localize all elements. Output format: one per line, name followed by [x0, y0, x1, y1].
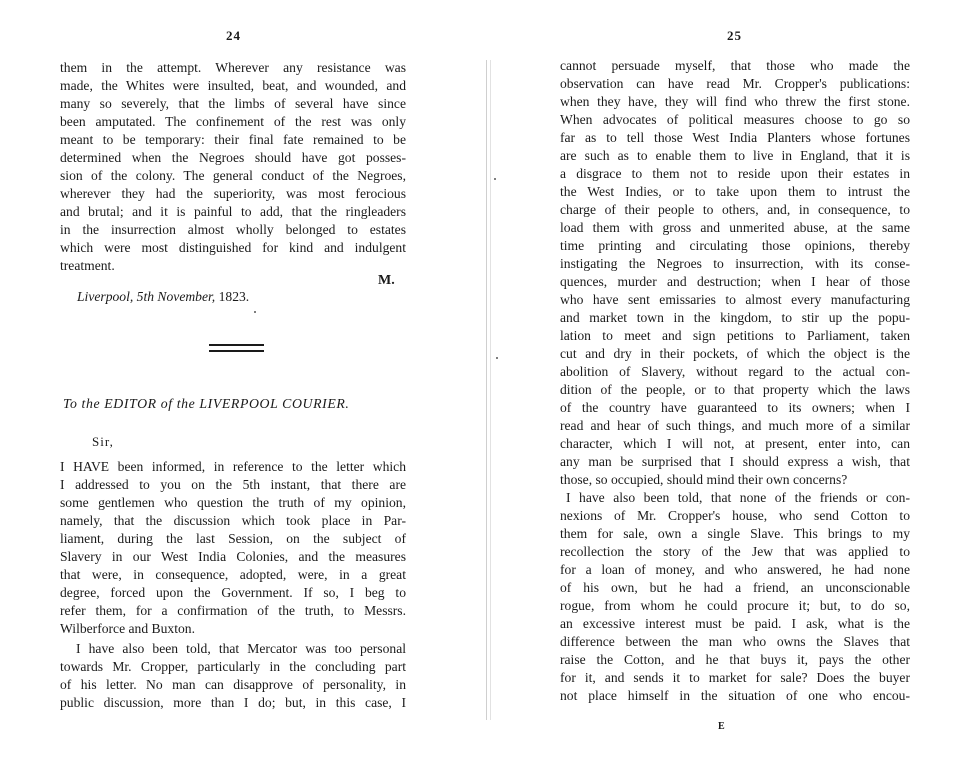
text-line: cannot persuade myself, that those who made the: [560, 58, 910, 73]
text-line: determined when the Negroes should have got posses-: [60, 150, 406, 165]
text-line: observation can have read Mr. Cropper's publications:: [560, 76, 910, 91]
print-speck: [494, 178, 496, 180]
text-line: for it, and sends it to market for sale? Does the buyer: [560, 670, 910, 685]
text-line: been amputated. The confinement of the rest was only: [60, 114, 406, 129]
section-divider: [209, 350, 264, 352]
text-line: public discussion, more than I do; but, in this case, I: [60, 695, 406, 710]
text-line: abolition of Slavery, without regard to the actual con-: [560, 364, 910, 379]
text-line: which were most distinguished for kind and indulgent: [60, 240, 406, 255]
letter-heading: To the EDITOR of the LIVERPOOL COURIER.: [63, 396, 350, 411]
text-line: of his own, but he had a friend, an unconscionable: [560, 580, 910, 595]
text-line: read and hear of such things, and much more of a similar: [560, 418, 910, 433]
text-line: not place himself in the situation of one who encou-: [560, 688, 910, 703]
text-line: time printing and circulating those opinions, thereby: [560, 238, 910, 253]
text-line: wherever they had the superiority, was most ferocious: [60, 186, 406, 201]
text-line: nexions of Mr. Cropper's house, who send Cotton to: [560, 508, 910, 523]
print-speck: [254, 311, 256, 313]
signature: M.: [378, 273, 395, 288]
text-line: for a loan of money, and who answered, he had none: [560, 562, 910, 577]
text-line: them for sale, own a single Slave. This brings to my: [560, 526, 910, 541]
text-line: charge of their people to others, and, in consequence, to: [560, 202, 910, 217]
text-line: degree, forced upon the Government. If so, I beg to: [60, 585, 406, 600]
text-line: I HAVE been informed, in reference to the letter which: [60, 459, 406, 474]
text-line: I addressed to you on the 5th instant, that there are: [60, 477, 406, 492]
text-line: Slavery in our West India Colonies, and the measures: [60, 549, 406, 564]
text-line: meant to be temporary: their final fate remained to be: [60, 132, 406, 147]
text-line: Wilberforce and Buxton.: [60, 621, 195, 636]
text-line: who have sent emissaries to almost every manufacturing: [560, 292, 910, 307]
text-line: that were, in consequence, adopted, were, in a great: [60, 567, 406, 582]
dateline: [77, 289, 249, 305]
text-line: of the country have guaranteed to its owners; when I: [560, 400, 910, 415]
print-speck: [496, 357, 498, 359]
text-line: I have also been told, that Mercator was too personal: [76, 641, 406, 656]
text-line: rogue, from whom he could procure it; but, to do so,: [560, 598, 910, 613]
text-line: quences, murder and destruction; when I hear of those: [560, 274, 910, 289]
text-line: difference between the man who owns the Slaves that: [560, 634, 910, 649]
page-number-left: 24: [226, 28, 241, 43]
text-line: character, which I will not, at present, enter into, can: [560, 436, 910, 451]
text-line: some gentlemen who question the truth of my opinion,: [60, 495, 406, 510]
text-line: sion of the colony. The general conduct of the Negroes,: [60, 168, 406, 183]
text-line: lation to meet and sign petitions to Parliament, taken: [560, 328, 910, 343]
text-line: are such as to enable them to live in England, that it is: [560, 148, 910, 163]
text-line: instigating the Negroes to insurrection, with its conse-: [560, 256, 910, 271]
text-line: liament, during the last Session, on the subject of: [60, 531, 406, 546]
text-line: those, so occupied, should mind their own concerns?: [560, 472, 848, 487]
text-line: raise the Cotton, and he that buys it, pays the other: [560, 652, 910, 667]
right-page: [490, 0, 980, 758]
text-line: I have also been told, that none of the friends or con-: [566, 490, 910, 505]
salutation: Sir,: [92, 434, 114, 449]
text-line: treatment.: [60, 258, 115, 273]
text-line: when they have, they will find who threw the first stone.: [560, 94, 910, 109]
text-line: of his letter. No man can disapprove of personality, in: [60, 677, 406, 692]
text-line: and market town in the kingdom, to stir up the popu-: [560, 310, 910, 325]
text-line: When advocates of political measures choose to go so: [560, 112, 910, 127]
section-divider: [209, 344, 264, 346]
dateline-year: 1823.: [218, 289, 250, 304]
text-line: far as to tell those West India Planters whose fortunes: [560, 130, 910, 145]
text-line: an excessive interest must be paid. I ask, what is the: [560, 616, 910, 631]
text-line: recollection the story of the Jew that was applied to: [560, 544, 910, 559]
text-line: and brutal; and it is painful to add, that the ringleaders: [60, 204, 406, 219]
text-line: refer them, for a confirmation of the truth, to Messrs.: [60, 603, 406, 618]
text-line: made, the Whites were insulted, beat, and wounded, and: [60, 78, 406, 93]
text-line: towards Mr. Cropper, particularly in the concluding part: [60, 659, 406, 674]
text-line: in the insurrection almost wholly belonged to estates: [60, 222, 406, 237]
text-line: namely, that the discussion which took place in Par-: [60, 513, 406, 528]
text-line: many so severely, that the limbs of several have since: [60, 96, 406, 111]
text-line: any man be surprised that I should express a wish, that: [560, 454, 910, 469]
dateline-place: Liverpool, 5th November,: [77, 289, 216, 304]
text-line: them in the attempt. Wherever any resistance was: [60, 60, 406, 75]
page-number-right: 25: [727, 28, 742, 43]
text-line: cut and dry in their pockets, of which the object is the: [560, 346, 910, 361]
text-line: dition of the people, or to that property which the laws: [560, 382, 910, 397]
text-line: load them with gross and unmerited abuse, at the same: [560, 220, 910, 235]
signature-mark: E: [718, 721, 725, 732]
text-line: the West Indies, or to take upon them to intrust the: [560, 184, 910, 199]
text-line: a disgrace to them not to reside upon their estates in: [560, 166, 910, 181]
